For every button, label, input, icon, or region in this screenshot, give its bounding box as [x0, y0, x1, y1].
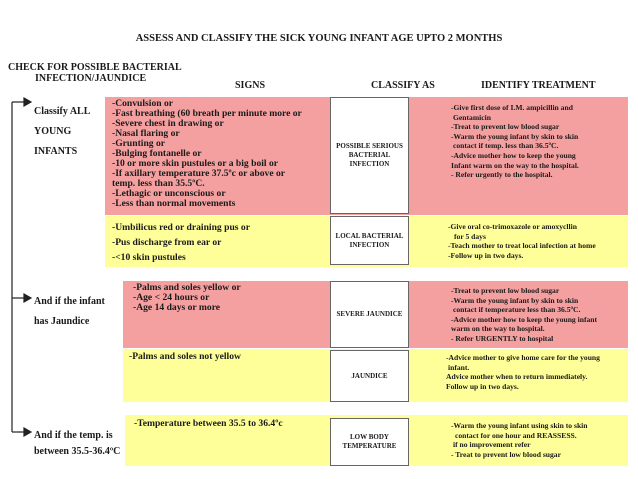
treatment-item: -Give oral co-trimoxazole or amoxycllin — [448, 222, 577, 231]
identify-treatment-header: IDENTIFY TREATMENT — [481, 80, 596, 91]
treatment-item: - Treat to prevent low blood sugar — [451, 449, 561, 459]
jaundice-yellow-signs — [129, 352, 241, 362]
sign-item: -Palms and soles not yellow — [129, 351, 241, 362]
sign-item: -Fast breathing (60 breath per minute more or — [112, 108, 302, 119]
treatment-item: - Refer URGENTLY to hospital — [451, 333, 554, 343]
treatment-item: Infant warm on the way to the hospital. — [451, 160, 579, 170]
classify-as-header: CLASSIFY AS — [371, 80, 435, 91]
classification-possible-serious-bacterial-infection: POSSIBLE SERIOUS BACTERIAL INFECTION — [330, 97, 409, 214]
treatment-item: -Follow up in two days. — [448, 250, 524, 260]
sign-item: -Pus discharge from ear or — [112, 237, 222, 248]
row-label-jaundice — [34, 292, 105, 332]
treatment-item: - Refer urgently to the hospital. — [451, 170, 553, 180]
classification-jaundice: JAUNDICE — [330, 350, 409, 402]
treatment-item: infant. — [448, 362, 470, 372]
treatment-item: -Warm the young infant by skin to skin — [451, 131, 579, 141]
sign-item: -10 or more skin pustules or a big boil or — [112, 158, 279, 169]
sign-item: -Convulsion or — [112, 98, 174, 109]
treatment-item: Advice mother when to return immediately. — [446, 372, 588, 382]
classification-low-body-temperature: LOW BODY TEMPERATURE — [330, 418, 409, 466]
row-label-line: And if the infant — [34, 296, 105, 307]
temp-yellow-signs — [134, 419, 283, 429]
sign-item: -Less than normal movements — [112, 198, 236, 209]
sign-item: -Palms and soles yellow or — [133, 282, 241, 293]
jaundice-pink-treatment — [451, 286, 597, 344]
treatment-item: -Warm the young infant by skin to skin — [451, 295, 579, 305]
row-label-line: between 35.5-36.4ºC — [34, 446, 121, 457]
infants-pink-treatment — [451, 103, 579, 180]
treatment-item: -Treat to prevent low blood sugar — [451, 286, 560, 295]
sign-item: -If axillary temperature 37.5ºc or above or — [112, 168, 286, 179]
jaundice-yellow-treatment — [446, 353, 600, 391]
treatment-item: warm on the way to hospital. — [451, 324, 545, 334]
signs-header: SIGNS — [235, 80, 266, 91]
sign-item: temp. less than 35.5ºC. — [112, 178, 205, 189]
row-connector-arrows — [0, 0, 34, 479]
treatment-item: -Give first dose of I.M. ampicillin and — [451, 103, 573, 112]
page-title: ASSESS AND CLASSIFY THE SICK YOUNG INFANT AGE UPTO 2 MONTHS — [135, 33, 503, 44]
treatment-item: -Treat to prevent low blood sugar — [451, 122, 560, 132]
sign-item: -Age < 24 hours or — [133, 292, 210, 303]
treatment-item: Gentamicin — [453, 112, 491, 122]
treatment-item: -Advice mother to give home care for the young — [446, 353, 600, 362]
infants-yellow-treatment — [448, 222, 596, 260]
sign-item: -Severe chest in drawing or — [112, 118, 224, 129]
row-label-line: And if the temp. is — [34, 430, 113, 441]
temp-yellow-treatment — [451, 421, 588, 459]
classification-local-bacterial-infection: LOCAL BACTERIAL INFECTION — [330, 216, 409, 265]
sign-item: -<10 skin pustules — [112, 252, 186, 263]
row-label-line: has Jaundice — [34, 316, 90, 327]
treatment-item: if no improvement refer — [453, 440, 531, 450]
treatment-item: -Teach mother to treat local infection at home — [448, 241, 596, 251]
sign-item: -Nasal flaring or — [112, 128, 180, 139]
check-header — [8, 62, 182, 84]
classification-severe-jaundice: SEVERE JAUNDICE — [330, 281, 409, 348]
check-header-line2: INFECTION/JAUNDICE — [35, 73, 147, 84]
treatment-item: -Advice mother how to keep the young infant — [451, 314, 598, 324]
treatment-item: contact if temperature less than 36.5ºC. — [453, 305, 581, 315]
row-label-line: YOUNG — [34, 126, 72, 137]
treatment-item: for 5 days — [454, 231, 486, 241]
treatment-item: -Advice mother how to keep the young — [451, 150, 576, 160]
check-header-line1: CHECK FOR POSSIBLE BACTERIAL — [8, 62, 182, 73]
sign-item: -Umbilicus red or draining pus or — [112, 222, 250, 233]
row-label-infants — [34, 102, 90, 162]
row-label-line: INFANTS — [34, 146, 78, 157]
row-label-temp — [34, 428, 120, 460]
row-label-line: Classify ALL — [34, 106, 91, 117]
sign-item: -Temperature between 35.5 to 36.4ºc — [134, 418, 283, 429]
treatment-item: Follow up in two days. — [446, 381, 519, 391]
treatment-item: contact for one hour and REASSESS. — [455, 430, 577, 440]
sign-item: -Age 14 days or more — [133, 302, 221, 313]
infants-yellow-signs — [112, 220, 250, 265]
jaundice-pink-signs — [133, 283, 241, 313]
sign-item: -Grunting or — [112, 138, 166, 149]
infants-pink-signs — [112, 99, 302, 209]
treatment-item: contact if temp. less than 36.5ºC. — [453, 141, 559, 151]
treatment-item: -Warm the young infant using skin to skin — [451, 421, 588, 430]
sign-item: -Bulging fontanelle or — [112, 148, 202, 159]
sign-item: -Lethagic or unconscious or — [112, 188, 226, 199]
